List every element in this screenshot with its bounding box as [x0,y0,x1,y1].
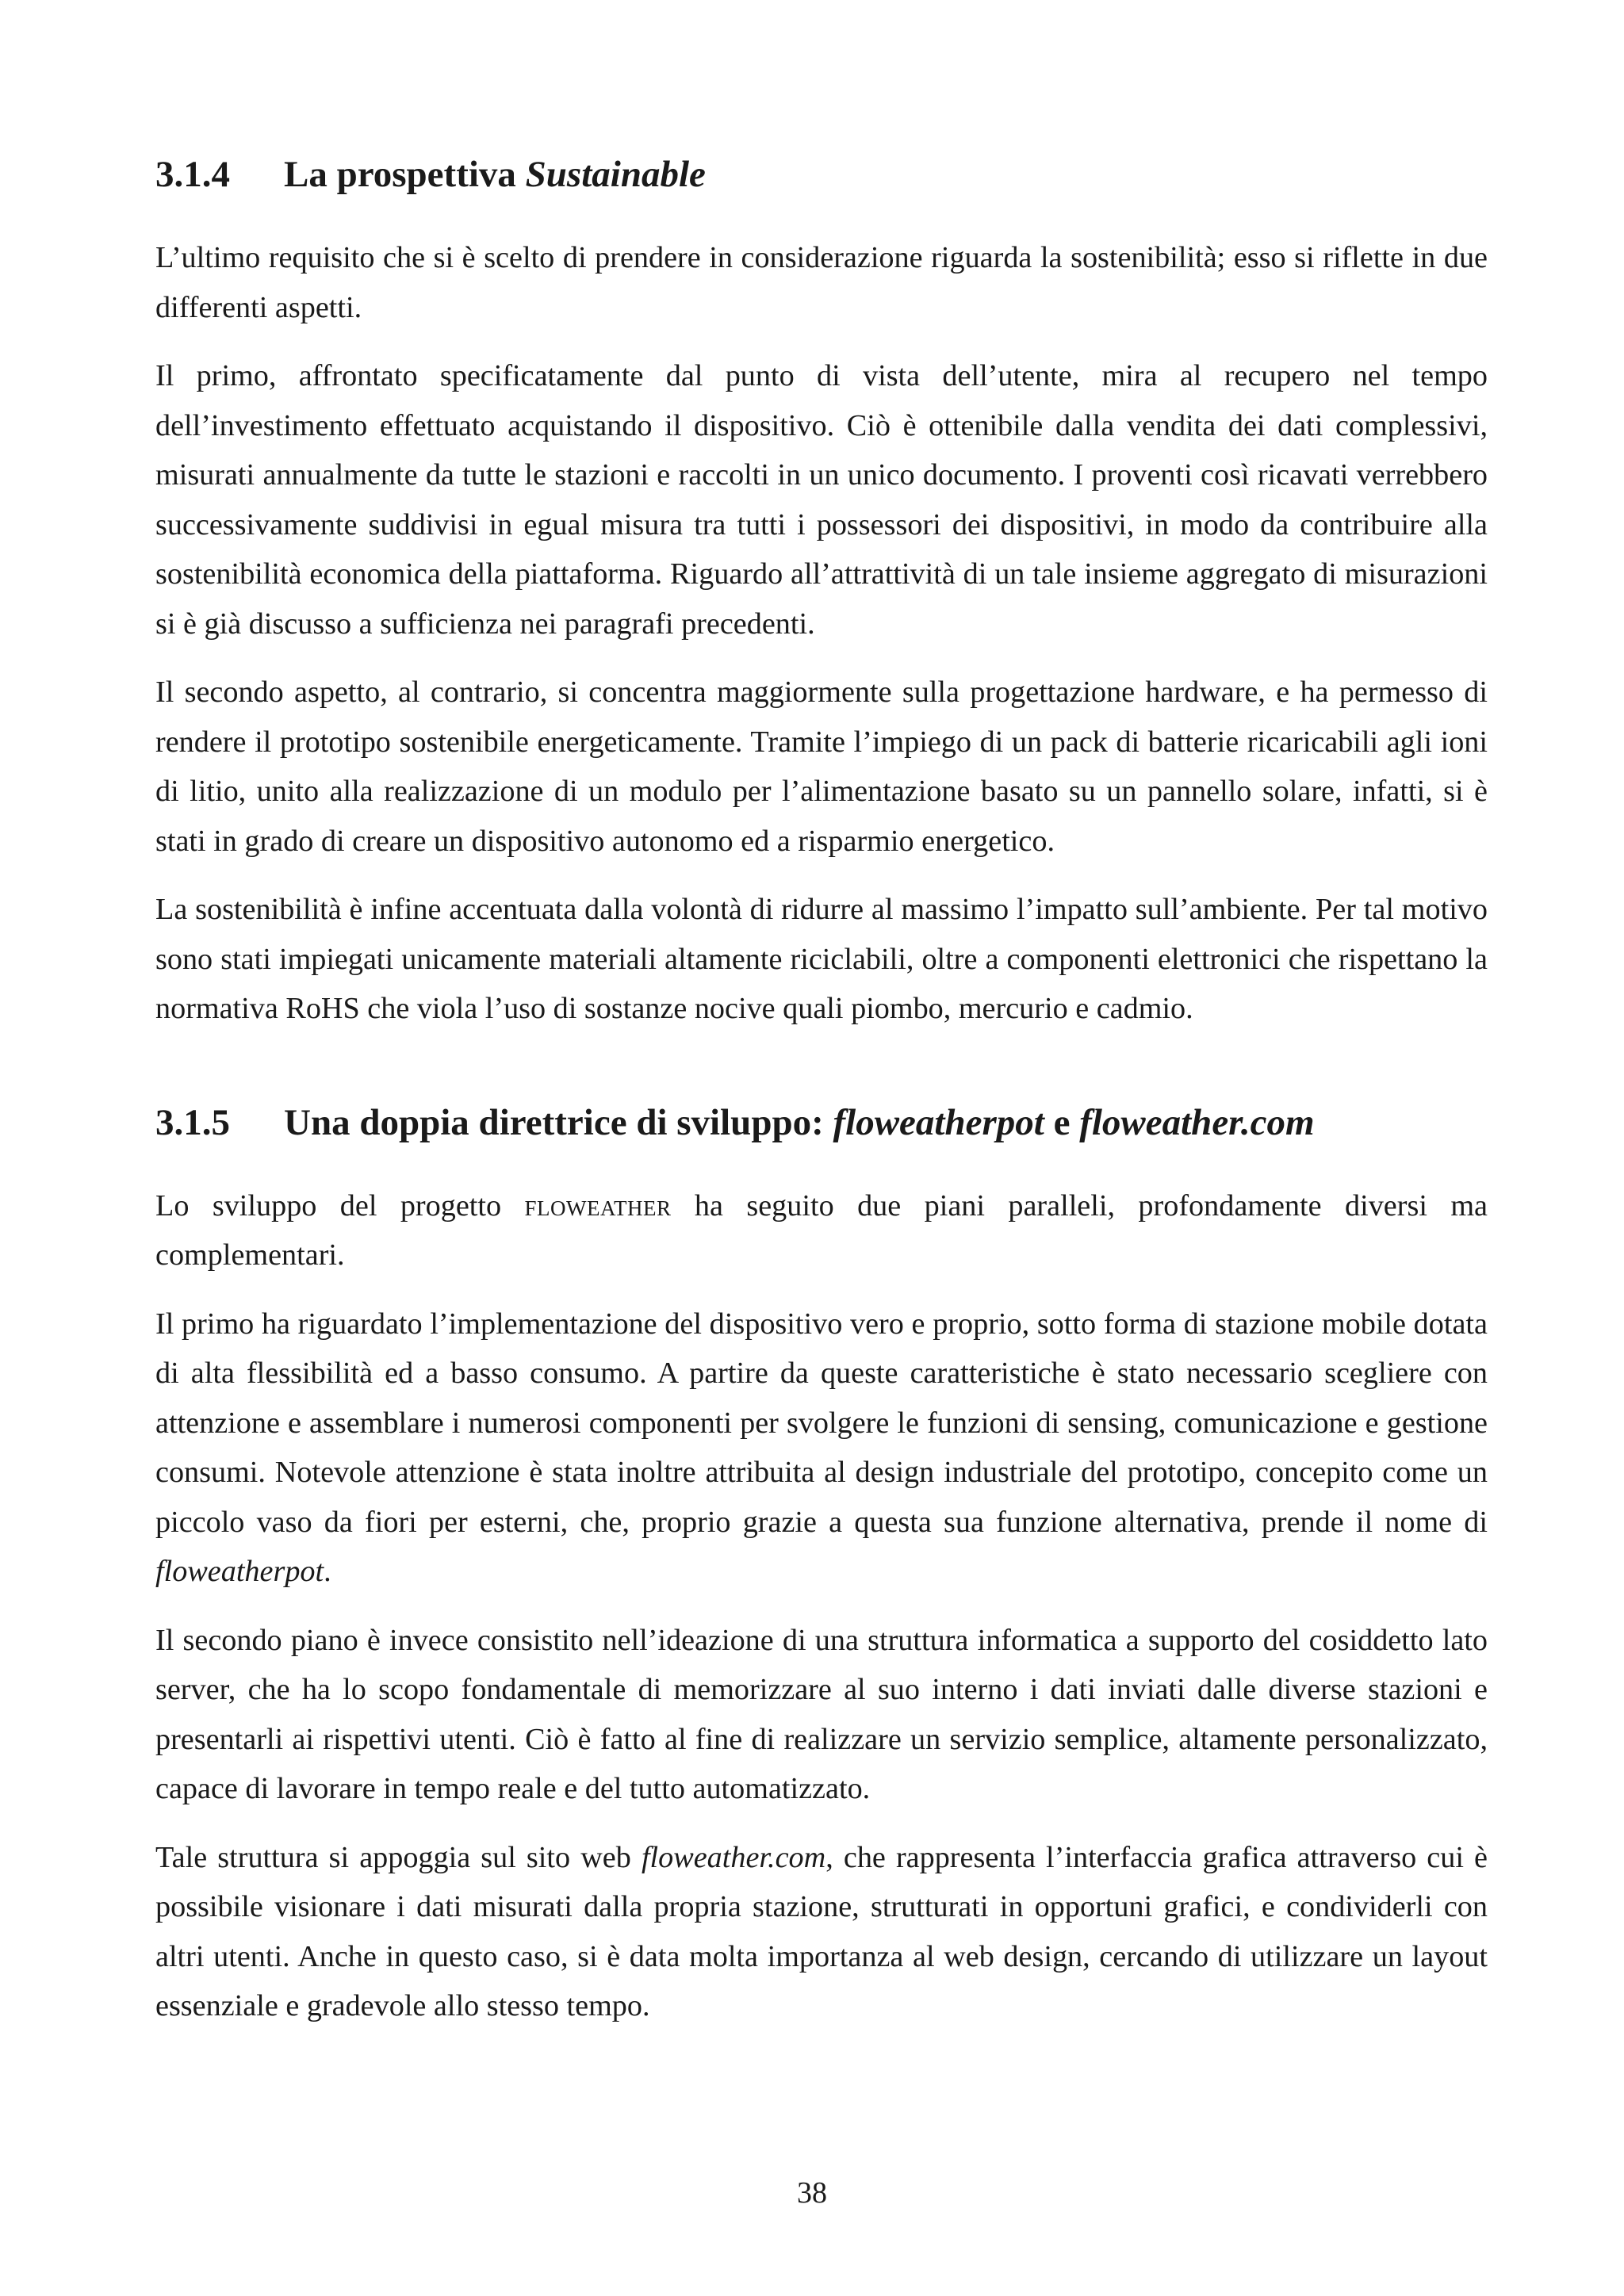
paragraph-text: Lo sviluppo del progetto [155,1188,525,1223]
paragraph: Il primo, affrontato specificatamente dal punto di vista dell’utente, mira al recupero nel tempo dell’investimento effettuato acquistando il dispositivo. Ciò è ottenibile dalla vendita dei dati complessivi, misurati annualmente da tutte le stazioni e raccolti in un unico documento. I proventi così ricavati verrebbero successivamente suddivisi in egual misura tra tutti i possessori dei dispositivi, in modo da contribuire alla sostenibilità economica della piattaforma. Riguardo all’attrattività di un tale insieme aggregato di misurazioni si è già discusso a sufficienza nei paragrafi precedenti. [155,359,1488,641]
paragraph: La sostenibilità è infine accentuata dalla volontà di ridurre al massimo l’impatto sull’ambiente. Per tal motivo sono stati impiegati unicamente materiali altamente riciclabili, oltre a componenti elettronici che rispettano la normativa RoHS che viola l’uso di sostanze nocive quali piombo, mercurio e cadmio. [155,893,1488,1025]
document-page [155,151,1488,2031]
section-title-plain: La prospettiva [284,154,526,195]
paragraph: L’ultimo requisito che si è scelto di prendere in considerazione riguarda la sostenibilità; esso si riflette in due differenti aspetti. [155,241,1488,324]
section-title-italic: Sustainable [525,154,706,195]
paragraph-italic-term: floweatherpot [155,1555,324,1588]
section-title-plain: Una doppia direttrice di sviluppo: [284,1101,833,1143]
section-number: 3.1.5 [155,1101,230,1143]
paragraph: Il secondo piano è invece consistito nell’ideazione di una struttura informatica a supporto del cosiddetto lato server, che ha lo scopo fondamentale di memorizzare al suo interno i dati inviati dalle diverse stazioni e presentarli ai rispettivi utenti. Ciò è fatto al fine di realizzare un servizio semplice, altamente personalizzato, capace di lavorare in tempo reale e del tutto automatizzato. [155,1623,1488,1805]
paragraph [155,1299,1488,1597]
paragraph-italic-term: floweather.com [641,1840,826,1874]
paragraph-text: . [324,1555,331,1588]
paragraph-text: Il primo ha riguardato l’implementazione del dispositivo vero e proprio, sotto forma di stazione mobile dotata di alta flessibilità ed a basso consumo. A partire da queste caratteristiche è stato necessario scegliere con attenzione e assemblare i numerosi componenti per svolgere le funzioni di sensing, comunicazione e gestione consumi. Notevole attenzione è stata inoltre attribuita al design industriale del prototipo, concepito come un piccolo vaso da fiori per esterni, che, proprio grazie a questa sua funzione alternativa, prende il nome di [155,1307,1488,1539]
paragraph [155,1181,1488,1280]
project-name: floweather [524,1188,672,1223]
section-title-italic: floweatherpot [833,1101,1044,1143]
paragraph-text: , che rappresenta l’interfaccia grafica attraverso cui è possibile visionare i dati misurati dalla propria stazione, strutturati in opportuni grafici, e condividerli con altri utenti. Anche in questo caso, si è data molta importanza al web design, cercando di utilizzare un layout essenziale e gradevole allo stesso tempo. [155,1840,1488,2022]
page-number: 38 [797,2176,827,2210]
section-title [284,1099,1315,1146]
paragraph [155,1833,1488,2031]
section-title-conjunction: e [1044,1101,1080,1143]
section-title-italic: floweather.com [1079,1101,1315,1143]
section-heading-3-1-5 [155,1099,1488,1146]
section-number: 3.1.4 [155,154,230,195]
paragraph: Il secondo aspetto, al contrario, si concentra maggiormente sulla progettazione hardware, e ha permesso di rendere il prototipo sostenibile energeticamente. Tramite l’impiego di un pack di batterie ricaricabili agli ioni di litio, unito alla realizzazione di un modulo per l’alimentazione basato su un pannello solare, infatti, si è stati in grado di creare un dispositivo autonomo ed a risparmio energetico. [155,675,1488,858]
paragraph-text: Tale struttura si appoggia sul sito web [155,1840,642,1874]
paragraph-text: ha seguito due piani paralleli, profondamente diversi ma complementari. [155,1188,1488,1272]
section-title [284,151,706,198]
section-heading-3-1-4 [155,151,1488,198]
